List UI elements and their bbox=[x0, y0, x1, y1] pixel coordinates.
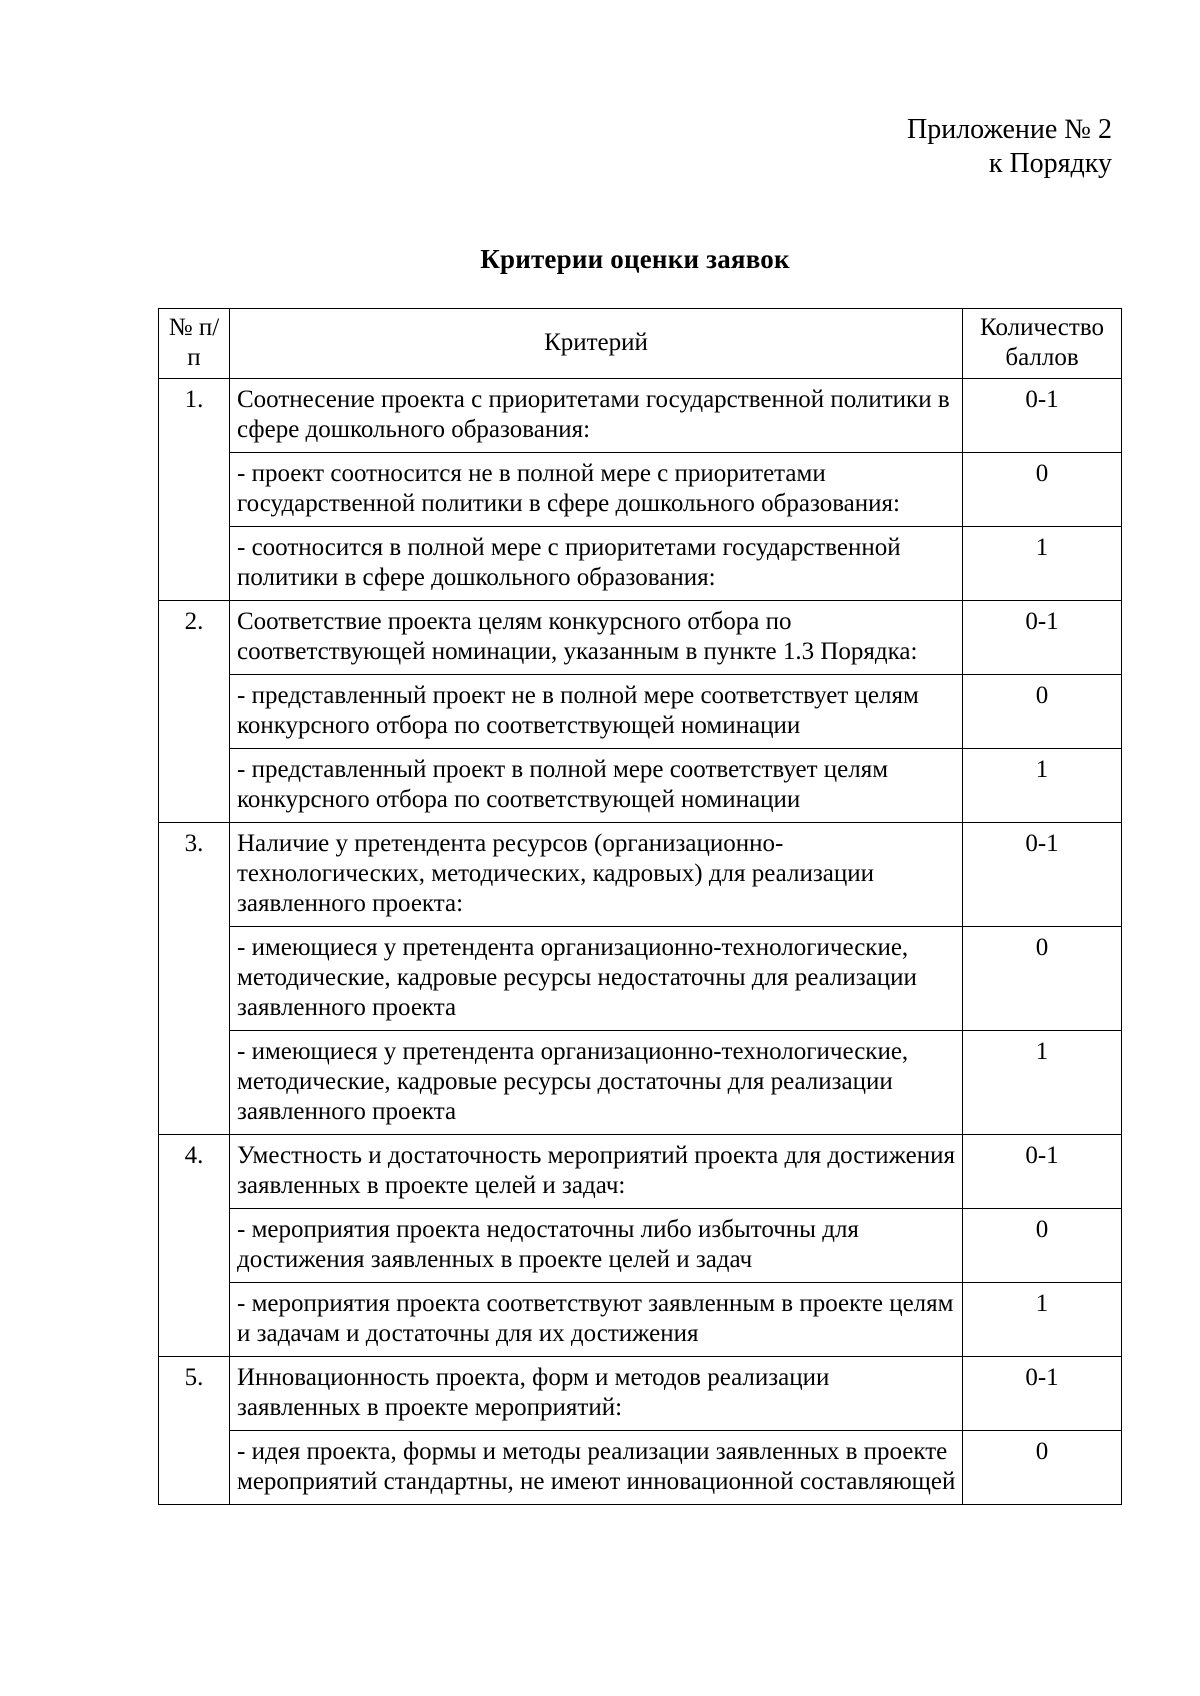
option-points: 0 bbox=[963, 675, 1122, 749]
criterion-text: Соотнесение проекта с приоритетами государственной политики в сфере дошкольного образования: bbox=[230, 379, 963, 453]
table-row bbox=[159, 379, 1122, 453]
criterion-points: 0-1 bbox=[963, 601, 1122, 675]
option-text: - представленный проект в полной мере соответствует целям конкурсного отбора по соответствующей номинации bbox=[230, 749, 963, 823]
criterion-points: 0-1 bbox=[963, 379, 1122, 453]
column-header-points: Количество баллов bbox=[963, 309, 1122, 379]
appendix-reference bbox=[907, 113, 1112, 181]
table-row bbox=[159, 1031, 1122, 1135]
table-row bbox=[159, 927, 1122, 1031]
table-row bbox=[159, 675, 1122, 749]
option-points: 1 bbox=[963, 749, 1122, 823]
criterion-number-empty bbox=[159, 1431, 230, 1505]
criteria-table bbox=[158, 308, 1122, 1505]
criterion-number-empty bbox=[159, 1283, 230, 1357]
table-row bbox=[159, 601, 1122, 675]
option-text: - идея проекта, формы и методы реализации заявленных в проекте мероприятий стандартны, не имеют инновационной составляющей bbox=[230, 1431, 963, 1505]
option-text: - имеющиеся у претендента организационно-технологические, методические, кадровые ресурсы достаточны для реализации заявленного проекта bbox=[230, 1031, 963, 1135]
table-row bbox=[159, 1431, 1122, 1505]
table-row bbox=[159, 527, 1122, 601]
table-row bbox=[159, 1283, 1122, 1357]
option-text: - соотносится в полной мере с приоритетами государственной политики в сфере дошкольного образования: bbox=[230, 527, 963, 601]
criterion-text: Соответствие проекта целям конкурсного отбора по соответствующей номинации, указанным в пункте 1.3 Порядка: bbox=[230, 601, 963, 675]
table-row bbox=[159, 823, 1122, 927]
table-header-row bbox=[159, 309, 1122, 379]
option-text: - имеющиеся у претендента организационно-технологические, методические, кадровые ресурсы недостаточны для реализации заявленного проекта bbox=[230, 927, 963, 1031]
option-text: - мероприятия проекта недостаточны либо избыточны для достижения заявленных в проекте целей и задач bbox=[230, 1209, 963, 1283]
option-text: - мероприятия проекта соответствуют заявленным в проекте целям и задачам и достаточны для их достижения bbox=[230, 1283, 963, 1357]
criterion-number: 2. bbox=[159, 601, 230, 675]
option-points: 1 bbox=[963, 1283, 1122, 1357]
criterion-number: 5. bbox=[159, 1357, 230, 1431]
criterion-number-empty bbox=[159, 453, 230, 527]
option-text: - проект соотносится не в полной мере с приоритетами государственной политики в сфере дошкольного образования: bbox=[230, 453, 963, 527]
option-points: 1 bbox=[963, 527, 1122, 601]
table-row bbox=[159, 749, 1122, 823]
criterion-number-empty bbox=[159, 527, 230, 601]
column-header-criterion: Критерий bbox=[230, 309, 963, 379]
option-text: - представленный проект не в полной мере соответствует целям конкурсного отбора по соответствующей номинации bbox=[230, 675, 963, 749]
criterion-number: 4. bbox=[159, 1135, 230, 1209]
table-row bbox=[159, 1209, 1122, 1283]
table-row bbox=[159, 1357, 1122, 1431]
document-title: Критерии оценки заявок bbox=[480, 244, 790, 274]
option-points: 0 bbox=[963, 453, 1122, 527]
option-points: 0 bbox=[963, 1209, 1122, 1283]
table-row bbox=[159, 453, 1122, 527]
criterion-number-empty bbox=[159, 1209, 230, 1283]
criterion-points: 0-1 bbox=[963, 1357, 1122, 1431]
criterion-number-empty bbox=[159, 749, 230, 823]
criterion-number: 1. bbox=[159, 379, 230, 453]
criterion-number-empty bbox=[159, 675, 230, 749]
criterion-points: 0-1 bbox=[963, 823, 1122, 927]
criterion-number-empty bbox=[159, 1031, 230, 1135]
criterion-number-empty bbox=[159, 927, 230, 1031]
appendix-number: Приложение № 2 bbox=[907, 114, 1112, 145]
criterion-points: 0-1 bbox=[963, 1135, 1122, 1209]
criterion-text: Инновационность проекта, форм и методов реализации заявленных в проекте мероприятий: bbox=[230, 1357, 963, 1431]
criterion-number: 3. bbox=[159, 823, 230, 927]
option-points: 0 bbox=[963, 1431, 1122, 1505]
criterion-text: Уместность и достаточность мероприятий проекта для достижения заявленных в проекте целей и задач: bbox=[230, 1135, 963, 1209]
criterion-text: Наличие у претендента ресурсов (организационно-технологических, методических, кадровых) для реализации заявленного проекта: bbox=[230, 823, 963, 927]
option-points: 0 bbox=[963, 927, 1122, 1031]
appendix-parent-doc: к Порядку bbox=[988, 148, 1112, 179]
table-row bbox=[159, 1135, 1122, 1209]
column-header-number: № п/п bbox=[159, 309, 230, 379]
option-points: 1 bbox=[963, 1031, 1122, 1135]
